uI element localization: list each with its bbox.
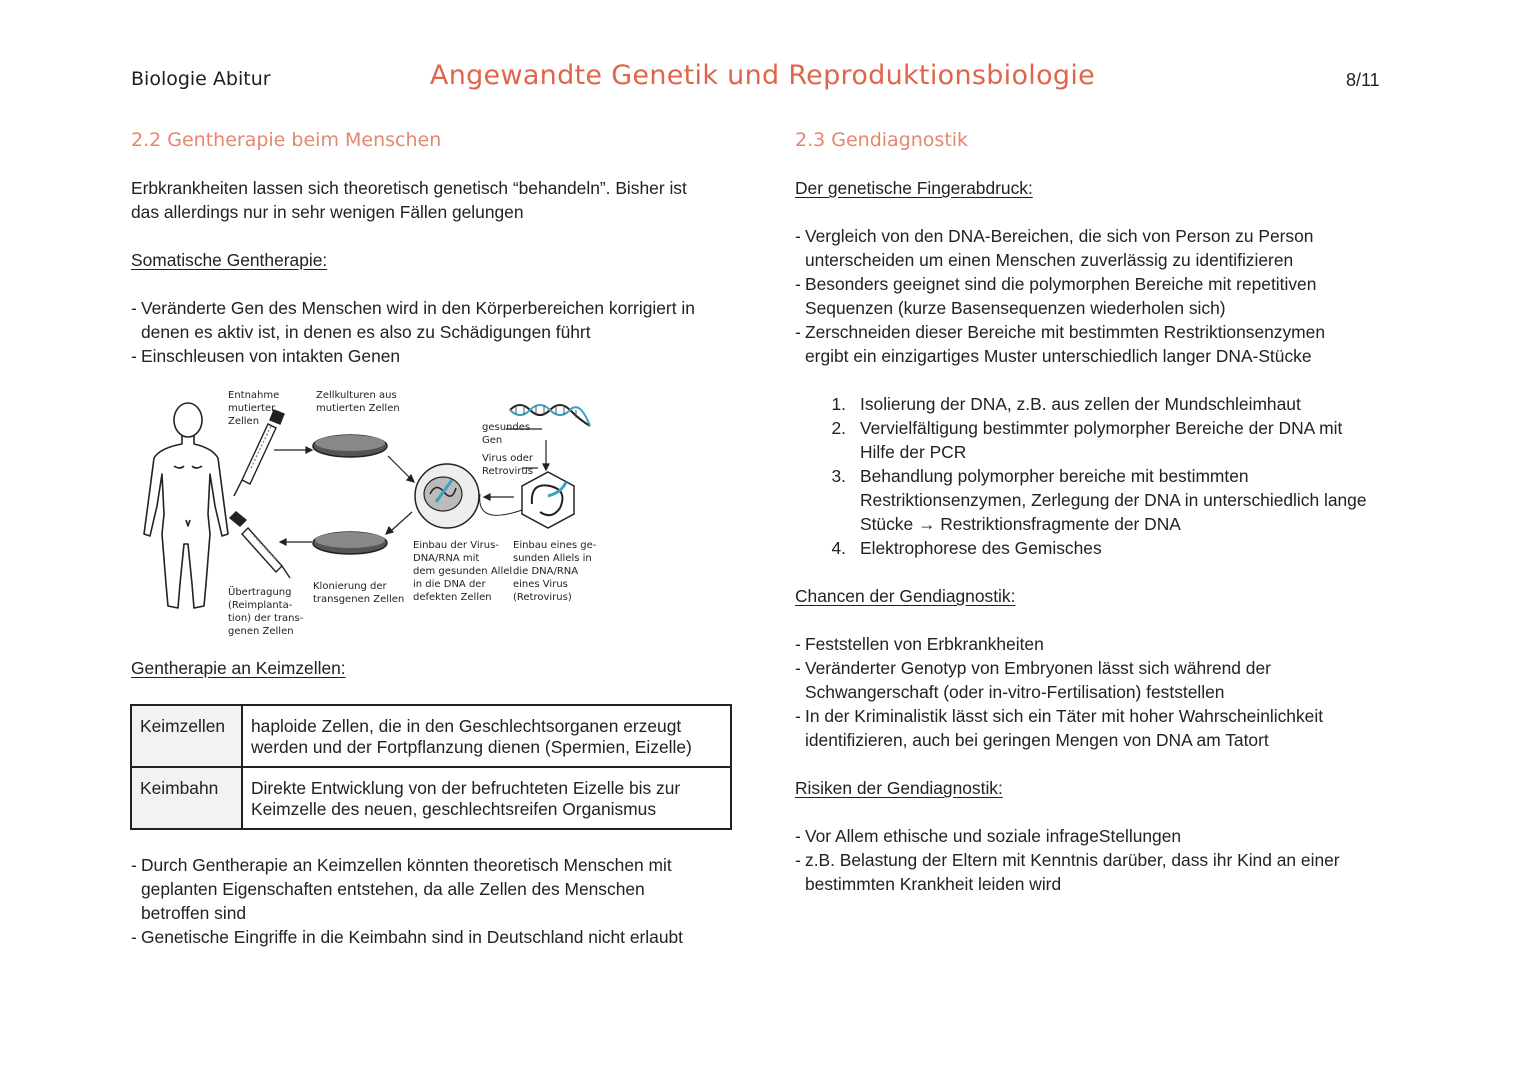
step-line: Vervielfältigung bestimmter polymorpher Bereiche der DNA mit bbox=[860, 418, 1343, 438]
label-uebertragung: Übertragung (Reimplanta- tion) der trans- genen Zellen bbox=[228, 587, 304, 637]
step-line: Stücke → Restriktionsfragmente der DNA bbox=[860, 514, 1181, 534]
desc-line: haploide Zellen, die in den Geschlechtsorganen erzeugt bbox=[251, 716, 682, 736]
table-term: Keimbahn bbox=[131, 767, 242, 829]
label-einbau-virus: Einbau der Virus- DNA/RNA mit dem gesunden Allel in die DNA der defekten Zellen bbox=[413, 540, 513, 603]
step-number: 3. bbox=[831, 466, 846, 486]
bullet-line: - Genetische Eingriffe in die Keimbahn sind in Deutschland nicht erlaubt bbox=[141, 927, 684, 947]
bullet-line: - Feststellen von Erbkrankheiten bbox=[805, 634, 1044, 654]
bullet-line: denen es aktiv ist, in denen es also zu Schädigungen führt bbox=[141, 322, 591, 342]
petri-dish-icon bbox=[313, 435, 387, 457]
label-klonierung: Klonierung der transgenen Zellen bbox=[313, 581, 405, 605]
bullet-line: - Zerschneiden dieser Bereiche mit bestimmten Restriktionsenzymen bbox=[805, 322, 1326, 342]
label-gesundes-gen: gesundes Gen bbox=[482, 422, 531, 446]
cell-icon bbox=[415, 464, 479, 528]
bullet-line: - Vor Allem ethische und soziale infrageStellungen bbox=[805, 826, 1182, 846]
germline-heading: Gentherapie an Keimzellen: bbox=[131, 658, 346, 678]
table-row bbox=[131, 767, 731, 829]
bullet-item bbox=[131, 296, 751, 344]
bullet-item bbox=[795, 656, 1405, 704]
syringe-icon bbox=[230, 512, 290, 578]
bullet-line: betroffen sind bbox=[141, 903, 247, 923]
desc-line: Direkte Entwicklung von der befruchteten Eizelle bis zur bbox=[251, 778, 681, 798]
table-row bbox=[131, 705, 731, 767]
germline-bullets bbox=[131, 853, 751, 949]
intro-line: Erbkrankheiten lassen sich theoretisch genetisch “behandeln”. Bisher ist bbox=[131, 178, 687, 198]
step-item bbox=[826, 464, 1416, 536]
bullet-item bbox=[795, 848, 1405, 896]
bullet-item bbox=[131, 853, 751, 925]
step-number: 1. bbox=[831, 394, 846, 414]
risks-heading: Risiken der Gendiagnostik: bbox=[795, 778, 1003, 798]
bullet-item bbox=[795, 704, 1405, 752]
bullet-line: ergibt ein einzigartiges Muster unterschiedlich langer DNA-Stücke bbox=[805, 346, 1312, 366]
table-desc bbox=[242, 767, 731, 829]
bullet-line: unterscheiden um einen Menschen zuverlässig zu identifizieren bbox=[805, 250, 1294, 270]
bullet-line: - Veränderter Genotyp von Embryonen lässt sich während der bbox=[805, 658, 1271, 678]
step-line: Restriktionsenzymen, Zerlegung der DNA in unterschiedlich lange bbox=[860, 490, 1367, 510]
bullet-line: identifizieren, auch bei geringen Mengen von DNA am Tatort bbox=[805, 730, 1269, 750]
bullet-item bbox=[131, 344, 751, 368]
bullet-line: - Einschleusen von intakten Genen bbox=[141, 346, 401, 366]
steps-list bbox=[826, 392, 1416, 560]
fingerprint-bullets bbox=[795, 224, 1405, 368]
desc-line: Keimzelle des neuen, geschlechtsreifen Organismus bbox=[251, 799, 657, 819]
bullet-line: Sequenzen (kurze Basensequenzen wiederholen sich) bbox=[805, 298, 1226, 318]
human-figure-icon bbox=[144, 403, 228, 608]
bullet-line: - Besonders geeignet sind die polymorphen Bereiche mit repetitiven bbox=[805, 274, 1317, 294]
chances-heading: Chancen der Gendiagnostik: bbox=[795, 586, 1016, 606]
section-title-gendiagnostik: 2.3 Gendiagnostik bbox=[795, 129, 969, 151]
label-entnahme: Entnahme mutierter Zellen bbox=[228, 390, 280, 427]
intro-paragraph bbox=[131, 176, 751, 224]
step-item bbox=[826, 392, 1416, 416]
bullet-item bbox=[795, 272, 1405, 320]
virus-icon bbox=[522, 472, 574, 528]
page-number: 8/11 bbox=[1346, 70, 1380, 90]
bullet-line: - z.B. Belastung der Eltern mit Kenntnis darüber, dass ihr Kind an einer bbox=[805, 850, 1340, 870]
somatic-bullets bbox=[131, 296, 751, 368]
definition-table bbox=[130, 704, 732, 830]
desc-line: werden und der Fortpflanzung dienen (Spermien, Eizelle) bbox=[251, 737, 692, 757]
bullet-line: - In der Kriminalistik lässt sich ein Täter mit hoher Wahrscheinlichkeit bbox=[805, 706, 1324, 726]
step-line: Hilfe der PCR bbox=[860, 442, 967, 462]
bullet-line: geplanten Eigenschaften entstehen, da alle Zellen des Menschen bbox=[141, 879, 645, 899]
bullet-item bbox=[795, 824, 1405, 848]
subject-label: Biologie Abitur bbox=[131, 68, 271, 90]
gene-therapy-diagram bbox=[130, 384, 600, 644]
bullet-line: - Durch Gentherapie an Keimzellen könnten theoretisch Menschen mit bbox=[141, 855, 672, 875]
intro-line: das allerdings nur in sehr wenigen Fällen gelungen bbox=[131, 202, 524, 222]
bullet-line: - Veränderte Gen des Menschen wird in den Körperbereichen korrigiert in bbox=[141, 298, 695, 318]
label-virus: Virus oder Retrovirus bbox=[482, 453, 533, 477]
fingerprint-heading: Der genetische Fingerabdruck: bbox=[795, 178, 1033, 198]
step-number: 4. bbox=[831, 538, 846, 558]
bullet-item bbox=[795, 224, 1405, 272]
bullet-line: Schwangerschaft (oder in-vitro-Fertilisation) feststellen bbox=[805, 682, 1225, 702]
petri-dish-icon bbox=[313, 532, 387, 554]
bullet-line: - Vergleich von den DNA-Bereichen, die sich von Person zu Person bbox=[805, 226, 1314, 246]
bullet-item bbox=[795, 320, 1405, 368]
step-number: 2. bbox=[831, 418, 846, 438]
bullet-item bbox=[795, 632, 1405, 656]
risks-bullets bbox=[795, 824, 1405, 896]
table-term: Keimzellen bbox=[131, 705, 242, 767]
step-item bbox=[826, 416, 1416, 464]
label-einbau-allel: Einbau eines ge- sunden Allels in die DNA/RNA eines Virus (Retrovirus) bbox=[513, 540, 597, 603]
label-zellkulturen: Zellkulturen aus mutierten Zellen bbox=[316, 390, 400, 414]
section-title-gentherapie: 2.2 Gentherapie beim Menschen bbox=[131, 129, 442, 151]
step-line: Isolierung der DNA, z.B. aus zellen der Mundschleimhaut bbox=[860, 394, 1301, 414]
step-item bbox=[826, 536, 1416, 560]
chances-bullets bbox=[795, 632, 1405, 752]
table-desc bbox=[242, 705, 731, 767]
step-line: Elektrophorese des Gemisches bbox=[860, 538, 1102, 558]
bullet-item bbox=[131, 925, 751, 949]
step-line: Behandlung polymorpher bereiche mit bestimmten bbox=[860, 466, 1249, 486]
bullet-line: bestimmten Krankheit leiden wird bbox=[805, 874, 1062, 894]
somatic-heading: Somatische Gentherapie: bbox=[131, 250, 328, 270]
page-title: Angewandte Genetik und Reproduktionsbiologie bbox=[429, 60, 1096, 91]
